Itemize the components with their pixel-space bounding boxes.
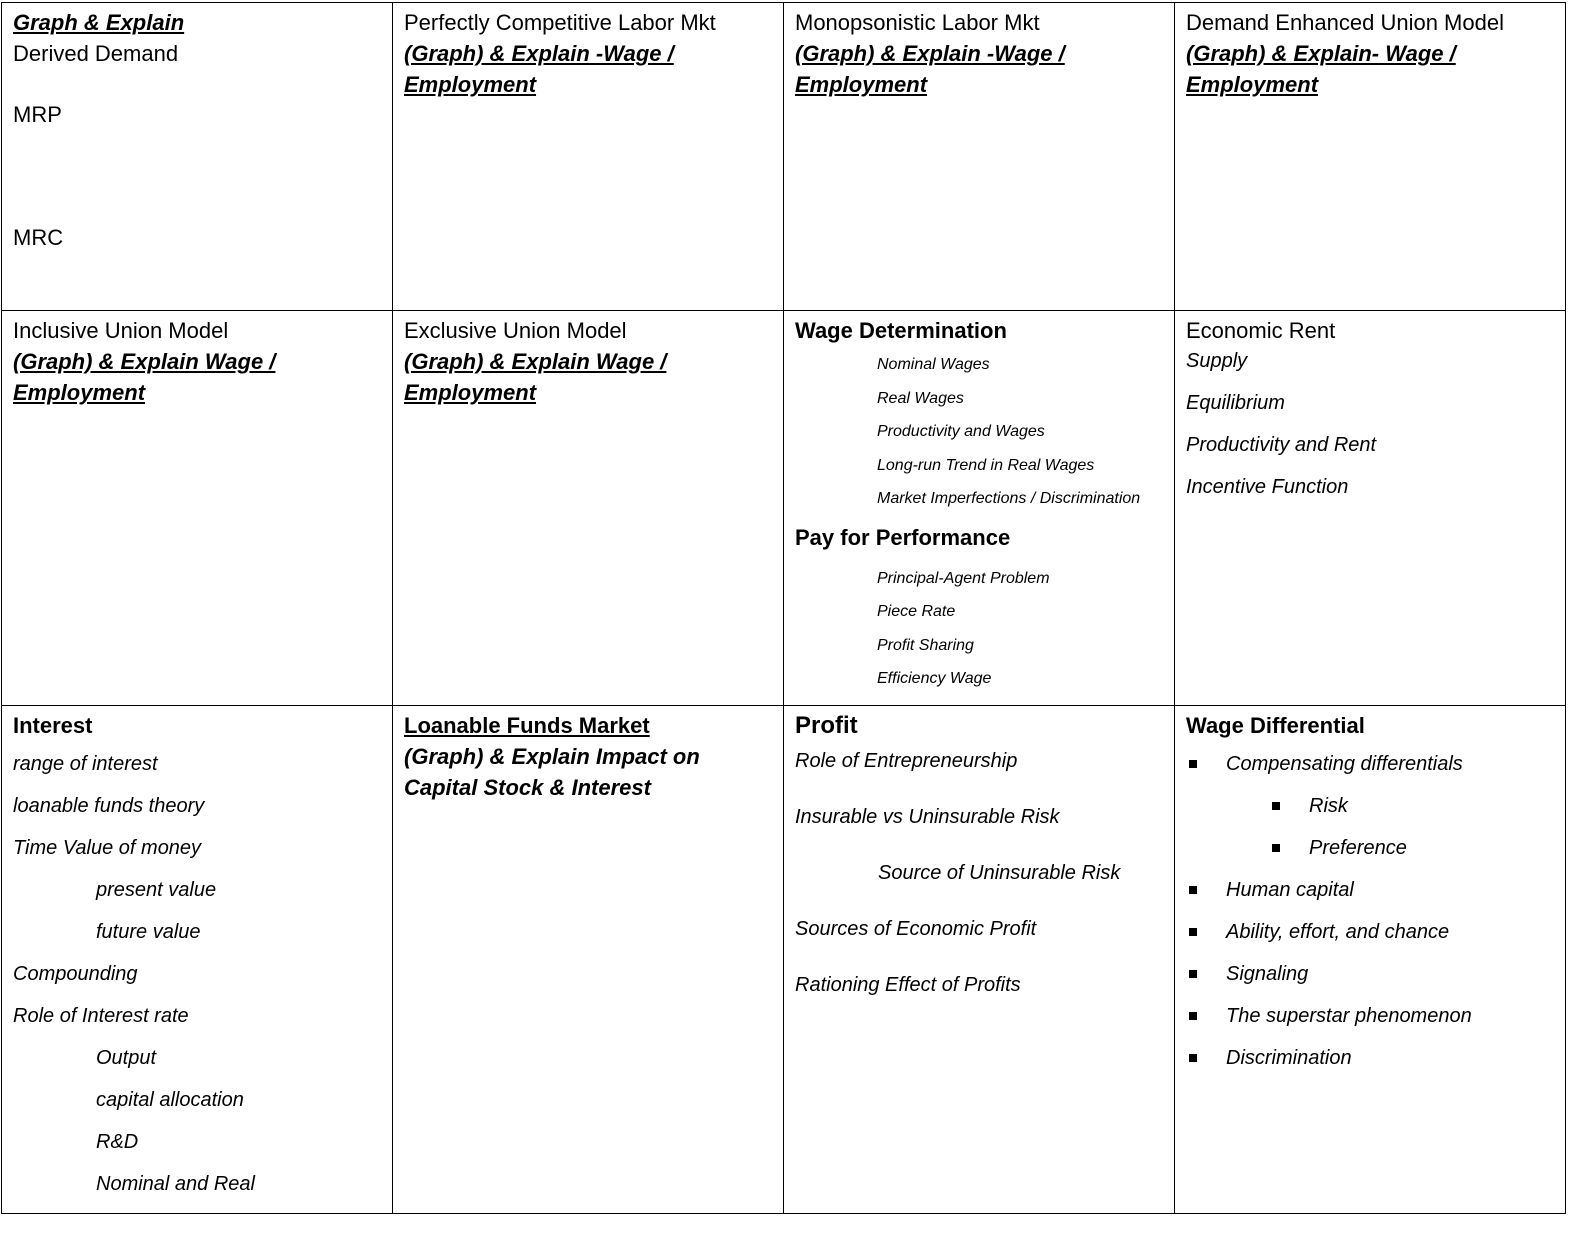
cell-title: Graph & Explain [13,10,185,35]
list-item: Equilibrium [1186,392,1285,415]
list-item: Role of Interest rate [13,1004,189,1027]
list-item: Real Wages [877,389,964,407]
list-item: Efficiency Wage [877,670,992,688]
list-item: Long-run Trend in Real Wages [877,456,1095,474]
bullet-icon [1189,1012,1197,1020]
cell-title: Interest [13,712,93,738]
list-item-label: Discrimination [1226,1046,1352,1069]
list-item-label: Compensating differentials [1226,752,1463,775]
list-item: Productivity and Rent [1186,434,1377,457]
cell-subtitle: (Graph) & Explain- Wage / Employment [1186,41,1456,97]
cell-title: Demand Enhanced Union Model [1186,10,1504,35]
cell-subtitle: (Graph) & Explain Wage / Employment [13,349,276,406]
list-item: Time Value of money [13,836,202,859]
cell-subtitle: (Graph) & Explain -Wage / Employment [795,41,1065,97]
list-item: Compounding [13,962,138,985]
bullet-icon [1189,928,1197,936]
bullet-icon [1189,1054,1197,1062]
cell-title: Perfectly Competitive Labor Mkt [404,10,716,35]
list-item [1186,953,1555,995]
list-item-label: Signaling [1226,962,1309,985]
cell-title: Monopsonistic Labor Mkt [795,10,1040,35]
list-item: Sources of Economic Profit [795,917,1037,940]
list-item: Market Imperfections / Discrimination [877,490,1141,508]
cell-title: Exclusive Union Model [404,318,627,344]
table-row [2,311,1566,706]
bullet-icon [1189,886,1197,894]
cell-inclusive-union [2,311,393,706]
cell-exclusive-union [393,311,784,706]
list-item: Incentive Function [1186,476,1349,499]
study-guide-table [1,2,1566,1214]
table-row [2,705,1566,1213]
list-item [1186,869,1555,911]
cell-title: Economic Rent [1186,318,1336,344]
section-heading: Wage Determination [795,318,1007,344]
list-item: Profit Sharing [877,636,974,654]
cell-wage-differential [1175,705,1566,1213]
list-item [1186,995,1555,1037]
cell-line: MRC [13,225,64,250]
bullet-icon [1189,760,1197,768]
list-item: R&D [96,1130,139,1153]
list-item: capital allocation [96,1088,244,1111]
cell-monopsonistic [784,3,1175,311]
cell-perfectly-competitive [393,3,784,311]
list-item: Role of Entrepreneurship [795,749,1018,772]
bullet-icon [1272,844,1280,852]
list-item: present value [96,878,217,901]
list-item-label: Human capital [1226,878,1354,901]
cell-subtitle: (Graph) & Explain Wage / Employment [404,349,667,406]
list-item: range of interest [13,752,158,775]
list-item [1186,785,1555,827]
list-item: future value [96,920,201,943]
list-item: Rationing Effect of Profits [795,973,1021,996]
list-item: Output [96,1046,157,1069]
cell-profit [784,705,1175,1213]
list-item: Supply [1186,350,1248,373]
list-item: Nominal Wages [877,356,990,374]
table-row [2,3,1566,311]
bullet-icon [1189,970,1197,978]
list-item-label: The superstar phenomenon [1226,1004,1472,1027]
cell-line: Derived Demand [13,41,179,66]
list-item: Piece Rate [877,603,956,621]
list-item [1186,1037,1555,1079]
list-item [1186,743,1555,785]
cell-demand-enhanced-union [1175,3,1566,311]
list-item-label: Ability, effort, and chance [1226,920,1450,943]
list-item-label: Risk [1309,794,1348,817]
list-item: Nominal and Real [96,1172,255,1195]
cell-title: Wage Differential [1186,712,1365,738]
cell-loanable-funds [393,705,784,1213]
cell-title: Profit [795,711,858,739]
cell-economic-rent [1175,311,1566,706]
list-item: loanable funds theory [13,794,205,817]
list-item: Source of Uninsurable Risk [878,861,1121,884]
cell-title: Loanable Funds Market [404,712,650,738]
cell-interest [2,705,393,1213]
cell-wage-determination [784,311,1175,706]
bullet-icon [1272,802,1280,810]
list-item: Principal-Agent Problem [877,569,1050,587]
cell-line: MRP [13,102,62,127]
list-item: Productivity and Wages [877,423,1045,441]
cell-subtitle: (Graph) & Explain Impact on Capital Stock & Interest [404,743,700,800]
cell-derived-demand [2,3,393,311]
list-item [1186,911,1555,953]
cell-title: Inclusive Union Model [13,318,229,344]
list-item: Insurable vs Uninsurable Risk [795,805,1060,828]
list-item-label: Preference [1309,836,1407,859]
list-item [1186,827,1555,869]
cell-subtitle: (Graph) & Explain -Wage / Employment [404,41,674,97]
section-heading: Pay for Performance [795,524,1011,550]
